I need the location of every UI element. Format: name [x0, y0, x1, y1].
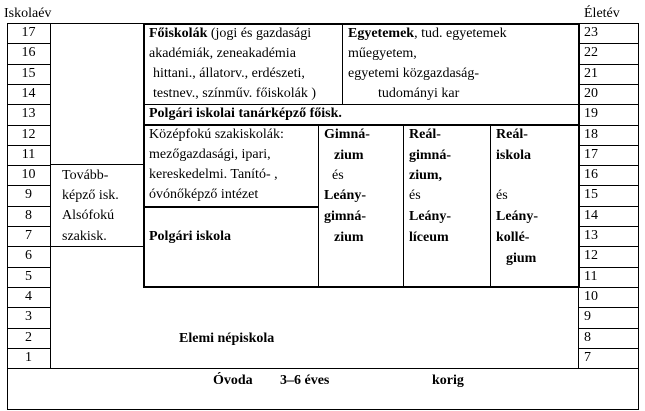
age-cell: 11: [584, 268, 598, 284]
foiskola-egyetem-divider: [342, 23, 343, 104]
school-year-column-divider: [50, 23, 51, 368]
school-year-cell: 7: [25, 228, 32, 243]
age-row-line: [578, 84, 638, 85]
ovoda-korig: korig: [432, 373, 464, 388]
tovabbkepzo-top-line: [50, 164, 143, 165]
school-year-cell: 2: [25, 329, 32, 345]
realgimnazium-l2: gimná-: [409, 148, 451, 163]
school-year-cell: 17: [21, 25, 36, 40]
school-year-cell: 10: [21, 167, 36, 183]
age-cell: 23: [584, 25, 598, 40]
age-row-line: [578, 287, 638, 288]
school-year-row-line: [7, 104, 50, 105]
tovabbkepzo-l4: szakisk.: [62, 229, 107, 244]
age-cell: 18: [584, 126, 598, 142]
school-year-row-line: [7, 348, 50, 349]
age-cell: 9: [584, 309, 591, 325]
egyetemek-line2: műegyetem,: [348, 46, 417, 61]
age-row-line: [578, 348, 638, 349]
realgimnazium-l1: Reál-: [409, 127, 441, 142]
school-year-row-line: [7, 43, 50, 44]
school-year-row-line: [7, 206, 50, 207]
school-year-row-line: [7, 307, 50, 308]
age-row-line: [578, 64, 638, 65]
age-row-line: [578, 246, 638, 247]
age-cell: 14: [584, 207, 598, 223]
foiskolak-line2: akadémiák, zeneakadémia: [149, 46, 296, 61]
age-row-line: [578, 145, 638, 146]
foiskolak-line3: hittani., állatorv., erdészeti,: [153, 66, 305, 81]
age-header: Életév: [584, 6, 620, 21]
age-row-line: [578, 165, 638, 166]
school-year-cell: 16: [21, 45, 36, 61]
polgari-iskola: Polgári iskola: [149, 229, 232, 244]
kozepfoku-line3: kereskedelmi. Tanító- ,: [149, 167, 278, 182]
ovoda-label: Óvoda: [213, 373, 253, 388]
realiskola-l5: kollé-: [496, 230, 530, 245]
gimnazium-l3: és: [332, 168, 344, 183]
realiskola-l1: Reál-: [496, 127, 528, 142]
age-row-line: [578, 328, 638, 329]
tovabbkepzo-l3: Alsófokú: [62, 208, 115, 223]
realiskola-l4: Leány-: [496, 209, 538, 224]
age-row-line: [578, 267, 638, 268]
school-year-row-line: [7, 165, 50, 166]
realgimnazium-l4: és: [409, 188, 421, 203]
egyetemek-line1: Egyetemek, tud. egyetemek: [348, 26, 507, 41]
school-year-cell: 3: [25, 309, 32, 325]
realiskola-l3: és: [496, 188, 508, 203]
school-year-row-line: [7, 145, 50, 146]
school-year-cell: 8: [25, 207, 32, 223]
kozepfoku-line1: Középfokú szakiskolák:: [149, 127, 284, 142]
school-year-cell: 13: [21, 106, 36, 122]
age-cell: 21: [584, 65, 598, 81]
school-year-cell: 14: [21, 85, 36, 101]
school-year-cell: 4: [25, 288, 32, 304]
egyetemek-line3: egyetemi közgazdaság-: [348, 66, 479, 81]
gimnazium-l1: Gimná-: [324, 127, 370, 142]
school-year-cell: 6: [25, 248, 32, 264]
realgimnazium-l3: zium,: [409, 168, 443, 183]
age-row-line: [578, 226, 638, 227]
age-cell: 19: [584, 106, 598, 122]
school-year-cell: 5: [25, 268, 32, 284]
realgimnazium-divider: [490, 124, 491, 288]
school-year-row-line: [7, 267, 50, 268]
age-cell: 7: [584, 349, 591, 365]
age-cell: 15: [584, 187, 598, 203]
foiskolak-line1: Főiskolák (jogi és gazdasági: [149, 26, 312, 41]
age-cell: 16: [584, 167, 598, 183]
school-year-row-line: [7, 125, 50, 126]
gimnazium-l2: zium: [334, 148, 364, 163]
age-row-line: [578, 206, 638, 207]
age-row-line: [578, 43, 638, 44]
gimnazium-l5: gimná-: [324, 209, 366, 224]
ovoda-divider: [7, 368, 638, 369]
realiskola-l2: iskola: [496, 148, 532, 163]
age-cell: 8: [584, 329, 591, 345]
polgari-top-line: [143, 206, 318, 208]
tovabbkepzo-l1: Tovább-: [62, 168, 109, 183]
elemi-nepiskola: Elemi népiskola: [179, 331, 275, 346]
school-year-cell: 1: [25, 349, 32, 365]
school-year-header: Iskolaév: [4, 6, 52, 21]
school-year-row-line: [7, 64, 50, 65]
school-year-row-line: [7, 287, 50, 288]
age-cell: 10: [584, 288, 598, 304]
school-year-row-line: [7, 84, 50, 85]
realgimnazium-l5: Leány-: [409, 209, 451, 224]
egyetemek-line4: tudományi kar: [378, 86, 460, 101]
school-year-row-line: [7, 226, 50, 227]
ovoda-age-range: 3–6 éves: [280, 373, 330, 388]
school-year-cell: 11: [21, 146, 36, 162]
school-year-cell: 15: [21, 65, 36, 81]
school-year-row-line: [7, 185, 50, 186]
age-row-line: [578, 307, 638, 308]
foiskolak-line4: testnev., színműv. főiskolák ): [153, 86, 317, 101]
age-row-line: [578, 185, 638, 186]
age-row-line: [578, 104, 638, 105]
school-year-row-line: [7, 328, 50, 329]
polgari-tanarkepzo: Polgári iskolai tanárképző főisk.: [149, 106, 342, 121]
age-row-line: [578, 125, 638, 126]
age-cell: 20: [584, 85, 598, 101]
age-cell: 13: [584, 228, 598, 243]
gimnazium-divider: [403, 124, 404, 288]
school-year-cell: 12: [21, 126, 36, 142]
age-cell: 12: [584, 248, 598, 264]
school-year-cell: 9: [25, 187, 32, 203]
realiskola-l6: gium: [506, 251, 537, 266]
gimnazium-l4: Leány-: [324, 188, 366, 203]
age-cell: 17: [584, 146, 598, 162]
kozepfoku-divider: [318, 124, 319, 288]
bottom-border: [7, 409, 638, 410]
school-year-row-line: [7, 246, 50, 247]
kozepfoku-line4: óvónőképző intézet: [149, 187, 259, 202]
kozepfoku-line2: mezőgazdasági, ipari,: [149, 147, 271, 162]
gimnazium-l6: zium: [334, 230, 364, 245]
tovabbkepzo-l2: képző isk.: [62, 188, 119, 203]
realgimnazium-l6: líceum: [409, 230, 449, 245]
age-cell: 22: [584, 45, 598, 61]
